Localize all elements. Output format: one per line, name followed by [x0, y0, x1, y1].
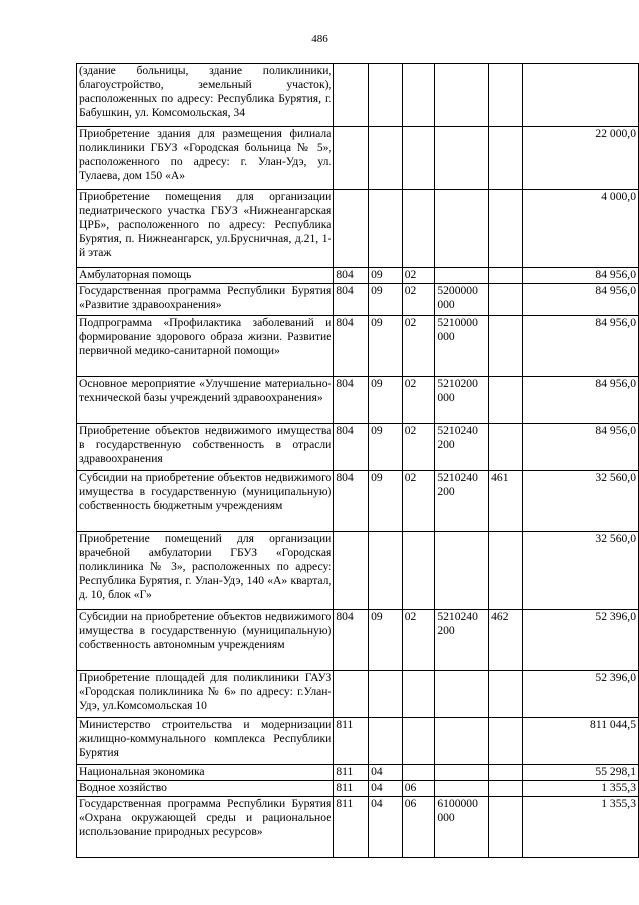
- target-code: [435, 64, 489, 127]
- expense-type-code: 462: [489, 610, 523, 671]
- subsection-code: [402, 765, 435, 781]
- subsection-code: 02: [402, 377, 435, 424]
- amount: 84 956,0: [522, 316, 638, 377]
- target-code: [435, 127, 489, 190]
- subsection-code: 02: [402, 316, 435, 377]
- target-code: 6100000 000: [435, 797, 489, 858]
- item-name: Приобретение площадей для поликлиники ГАУЗ «Городская поликлиника № 6» по адресу: г.Улан-Удэ, ул.Комсомольская 10: [77, 671, 334, 718]
- table-row: [77, 190, 639, 268]
- ministry-code: 804: [334, 268, 369, 284]
- expense-type-code: 461: [489, 471, 523, 532]
- table-row: [77, 377, 639, 424]
- expense-type-code: [489, 316, 523, 377]
- table-row: [77, 671, 639, 718]
- ministry-code: [334, 671, 369, 718]
- amount: [522, 64, 638, 127]
- subsection-code: 06: [402, 781, 435, 797]
- target-code: [435, 765, 489, 781]
- amount: 52 396,0: [522, 671, 638, 718]
- section-code: [369, 64, 403, 127]
- table-row: [77, 316, 639, 377]
- section-code: 04: [369, 781, 403, 797]
- subsection-code: 02: [402, 471, 435, 532]
- target-code: 5210200 000: [435, 377, 489, 424]
- table-row: [77, 610, 639, 671]
- ministry-code: 811: [334, 765, 369, 781]
- amount: 32 560,0: [522, 471, 638, 532]
- target-code: [435, 268, 489, 284]
- ministry-code: 811: [334, 718, 369, 765]
- ministry-code: 811: [334, 781, 369, 797]
- item-name: Приобретение здания для размещения филиала поликлиники ГБУЗ «Городская больница № 5», расположенного по адресу: г. Улан-Удэ, ул. Тулаева, дом 150 «А»: [77, 127, 334, 190]
- expense-type-code: [489, 127, 523, 190]
- target-code: [435, 532, 489, 610]
- table-row: [77, 284, 639, 316]
- ministry-code: 804: [334, 284, 369, 316]
- expense-type-code: [489, 64, 523, 127]
- amount: 55 298,1: [522, 765, 638, 781]
- subsection-code: [402, 532, 435, 610]
- section-code: [369, 127, 403, 190]
- subsection-code: [402, 718, 435, 765]
- amount: 84 956,0: [522, 377, 638, 424]
- section-code: 04: [369, 797, 403, 858]
- item-name: Министерство строительства и модернизации жилищно-коммунального комплекса Республики Бурятия: [77, 718, 334, 765]
- budget-table: [76, 63, 639, 858]
- table-row: [77, 127, 639, 190]
- item-name: Амбулаторная помощь: [77, 268, 334, 284]
- ministry-code: 804: [334, 377, 369, 424]
- ministry-code: [334, 190, 369, 268]
- section-code: [369, 718, 403, 765]
- table-row: [77, 532, 639, 610]
- table-row: [77, 64, 639, 127]
- item-name: Приобретение помещений для организации врачебной амбулатории ГБУЗ «Городская поликлиника № 3», расположенных по адресу: Республика Бурятия, г. Улан-Удэ, 140 «А» квартал, д. 10, блок «Г»: [77, 532, 334, 610]
- expense-type-code: [489, 268, 523, 284]
- section-code: 09: [369, 610, 403, 671]
- amount: 1 355,3: [522, 781, 638, 797]
- ministry-code: 804: [334, 424, 369, 471]
- ministry-code: 804: [334, 471, 369, 532]
- ministry-code: 804: [334, 610, 369, 671]
- item-name: Приобретение объектов недвижимого имущества в государственную собственность в отрасли здравоохранения: [77, 424, 334, 471]
- target-code: 5210000 000: [435, 316, 489, 377]
- subsection-code: 02: [402, 268, 435, 284]
- target-code: 5200000 000: [435, 284, 489, 316]
- table-row: [77, 781, 639, 797]
- section-code: 09: [369, 316, 403, 377]
- subsection-code: 02: [402, 284, 435, 316]
- expense-type-code: [489, 781, 523, 797]
- ministry-code: [334, 127, 369, 190]
- item-name: (здание больницы, здание поликлиники, благоустройство, земельный участок), расположенных по адресу: Республика Бурятия, г. Бабушкин, ул. Комсомольская, 34: [77, 64, 334, 127]
- item-name: Национальная экономика: [77, 765, 334, 781]
- section-code: [369, 532, 403, 610]
- section-code: 09: [369, 284, 403, 316]
- amount: 811 044,5: [522, 718, 638, 765]
- table-row: [77, 718, 639, 765]
- ministry-code: 811: [334, 797, 369, 858]
- target-code: [435, 781, 489, 797]
- subsection-code: 06: [402, 797, 435, 858]
- amount: 1 355,3: [522, 797, 638, 858]
- item-name: Субсидии на приобретение объектов недвижимого имущества в государственную (муниципальную) собственность бюджетным учреждениям: [77, 471, 334, 532]
- subsection-code: [402, 127, 435, 190]
- ministry-code: 804: [334, 316, 369, 377]
- amount: 84 956,0: [522, 268, 638, 284]
- expense-type-code: [489, 797, 523, 858]
- expense-type-code: [489, 718, 523, 765]
- target-code: [435, 190, 489, 268]
- amount: 22 000,0: [522, 127, 638, 190]
- table-row: [77, 765, 639, 781]
- item-name: Водное хозяйство: [77, 781, 334, 797]
- section-code: 09: [369, 424, 403, 471]
- subsection-code: 02: [402, 424, 435, 471]
- expense-type-code: [489, 671, 523, 718]
- item-name: Подпрограмма «Профилактика заболеваний и формирование здорового образа жизни. Развитие первичной медико-санитарной помощи»: [77, 316, 334, 377]
- amount: 32 560,0: [522, 532, 638, 610]
- target-code: [435, 718, 489, 765]
- ministry-code: [334, 532, 369, 610]
- amount: 4 000,0: [522, 190, 638, 268]
- amount: 52 396,0: [522, 610, 638, 671]
- table-row: [77, 471, 639, 532]
- target-code: 5210240 200: [435, 610, 489, 671]
- target-code: [435, 671, 489, 718]
- section-code: [369, 190, 403, 268]
- subsection-code: [402, 671, 435, 718]
- section-code: 09: [369, 377, 403, 424]
- item-name: Приобретение помещения для организации педиатрического участка ГБУЗ «Нижнеангарская ЦРБ», расположенного по адресу: Республика Бурятия, п. Нижнеангарск, ул.Брусничная, д.21, 1-й этаж: [77, 190, 334, 268]
- expense-type-code: [489, 377, 523, 424]
- subsection-code: 02: [402, 610, 435, 671]
- target-code: 5210240 200: [435, 471, 489, 532]
- table-row: [77, 268, 639, 284]
- subsection-code: [402, 64, 435, 127]
- section-code: 04: [369, 765, 403, 781]
- page-number: 486: [311, 33, 328, 45]
- table-row: [77, 797, 639, 858]
- table-row: [77, 424, 639, 471]
- expense-type-code: [489, 190, 523, 268]
- item-name: Основное мероприятие «Улучшение материально-технической базы учреждений здравоохранения»: [77, 377, 334, 424]
- target-code: 5210240 200: [435, 424, 489, 471]
- item-name: Государственная программа Республики Бурятия «Развитие здравоохранения»: [77, 284, 334, 316]
- expense-type-code: [489, 532, 523, 610]
- item-name: Субсидии на приобретение объектов недвижимого имущества в государственную (муниципальную) собственность автономным учреждениям: [77, 610, 334, 671]
- section-code: [369, 671, 403, 718]
- expense-type-code: [489, 424, 523, 471]
- item-name: Государственная программа Республики Бурятия «Охрана окружающей среды и рациональное использование природных ресурсов»: [77, 797, 334, 858]
- expense-type-code: [489, 284, 523, 316]
- ministry-code: [334, 64, 369, 127]
- section-code: 09: [369, 268, 403, 284]
- amount: 84 956,0: [522, 284, 638, 316]
- expense-type-code: [489, 765, 523, 781]
- subsection-code: [402, 190, 435, 268]
- amount: 84 956,0: [522, 424, 638, 471]
- section-code: 09: [369, 471, 403, 532]
